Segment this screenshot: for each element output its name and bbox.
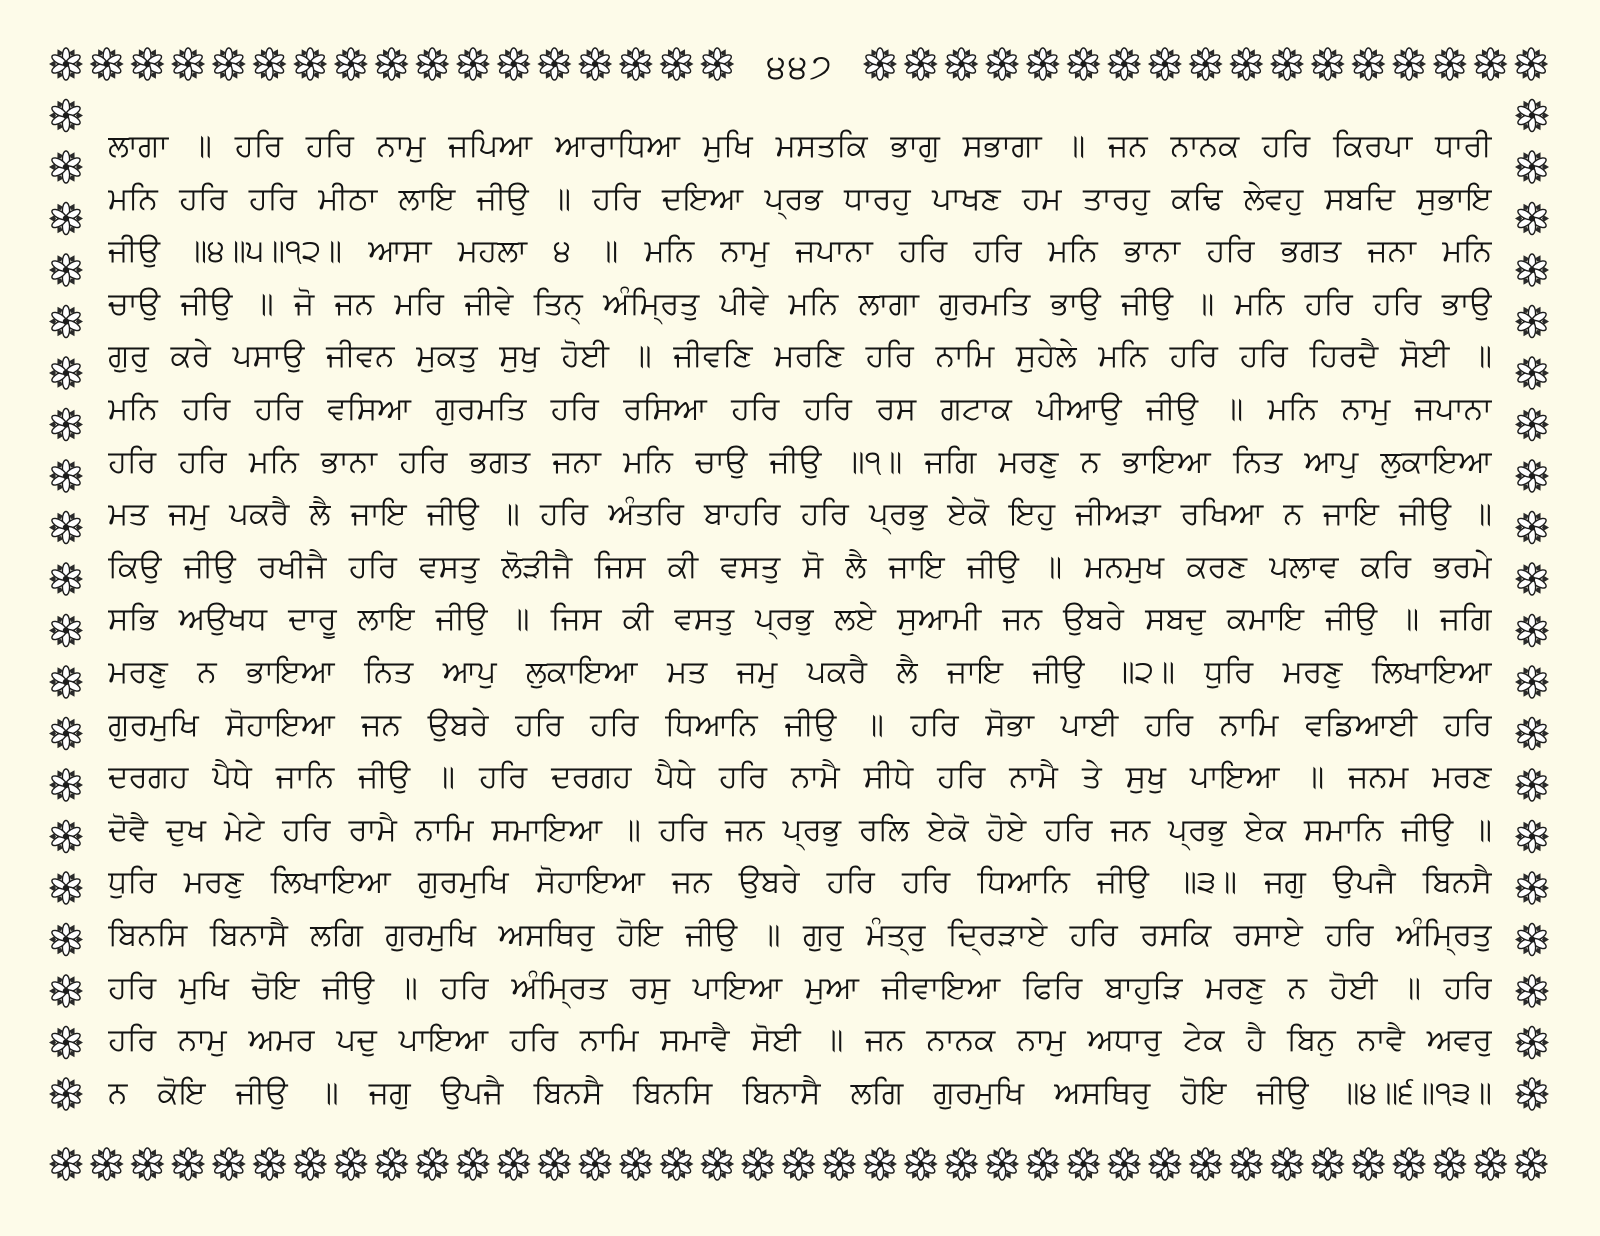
flower-icon [49,666,83,698]
flower-icon [1515,460,1549,492]
flower-icon [49,408,83,440]
flower-icon [130,48,164,80]
flower-icon [1229,48,1263,80]
flower-icon [1515,666,1549,698]
flower-icon [1067,48,1101,80]
flower-icon [1433,48,1467,80]
text-line: ਦਰਗਹ ਪੈਧੇ ਜਾਨਿ ਜੀਉ ॥ ਹਰਿ ਦਰਗਹ ਪੈਧੇ ਹਰਿ ਨਾਮੈ ਸੀਧੇ ਹਰਿ ਨਾਮੈ ਤੇ ਸੁਖੁ ਪਾਇਆ ॥ ਜਨਮ ਮਰਣ [108,759,1492,796]
text-line: ਸਭਿ ਅਉਖਧ ਦਾਰੂ ਲਾਇ ਜੀਉ ॥ ਜਿਸ ਕੀ ਵਸਤੁ ਪ੍ਰਭੁ ਲਏ ਸੁਆਮੀ ਜਨ ਉਬਰੇ ਸਬਦੁ ਕਮਾਇ ਜੀਉ ॥ ਜਗਿ [108,601,1492,638]
flower-icon [49,872,83,904]
flower-icon [1351,1148,1385,1180]
flower-icon [415,48,449,80]
flower-icon [1515,975,1549,1007]
flower-icon [49,99,83,131]
text-line: ਹਰਿ ਹਰਿ ਮਨਿ ਭਾਨਾ ਹਰਿ ਭਗਤ ਜਨਾ ਮਨਿ ਚਾਉ ਜੀਉ ॥੧॥ ਜਗਿ ਮਰਣੁ ਨ ਭਾਇਆ ਨਿਤ ਆਪੁ ਲੁਕਾਇਆ [108,443,1492,480]
flower-icon [375,1148,409,1180]
text-line: ਚਾਉ ਜੀਉ ॥ ਜੋ ਜਨ ਮਰਿ ਜੀਵੇ ਤਿਨ੍ ਅੰਮ੍ਰਿਤੁ ਪੀਵੇ ਮਨਿ ਲਾਗਾ ਗੁਰਮਤਿ ਭਾਉ ਜੀਉ ॥ ਮਨਿ ਹਰਿ ਹਰਿ ਭਾਉ [108,285,1492,322]
flower-icon [1189,1148,1223,1180]
flower-icon [49,511,83,543]
scripture-text [108,120,1492,1120]
flower-icon [1026,1148,1060,1180]
text-line: ਗੁਰਮੁਖਿ ਸੋਹਾਇਆ ਜਨ ਉਬਰੇ ਹਰਿ ਹਰਿ ਧਿਆਨਿ ਜੀਉ ॥ ਹਰਿ ਸੋਭਾ ਪਾਈ ਹਰਿ ਨਾਮਿ ਵਡਿਆਈ ਹਰਿ [108,706,1492,743]
flower-icon [578,48,612,80]
flower-icon [49,151,83,183]
flower-icon [49,923,83,955]
flower-icon [1107,1148,1141,1180]
flower-icon [660,48,694,80]
flower-icon [497,48,531,80]
flower-icon [1514,48,1548,80]
flower-icon [1515,820,1549,852]
flower-icon [619,1148,653,1180]
flower-icon [49,1148,83,1180]
flower-icon [1515,202,1549,234]
flower-icon [1515,769,1549,801]
flower-icon [863,48,897,80]
text-line: ਮਤ ਜਮੁ ਪਕਰੈ ਲੈ ਜਾਇ ਜੀਉ ॥ ਹਰਿ ਅੰਤਰਿ ਬਾਹਰਿ ਹਰਿ ਪ੍ਰਭੁ ਏਕੋ ਇਹੁ ਜੀਅੜਾ ਰਖਿਆ ਨ ਜਾਇ ਜੀਉ ॥ [108,496,1492,533]
flower-icon [49,975,83,1007]
flower-icon [1392,1148,1426,1180]
flower-icon [334,1148,368,1180]
flower-icon [1311,1148,1345,1180]
flower-icon [49,460,83,492]
text-line: ਮਰਣੁ ਨ ਭਾਇਆ ਨਿਤ ਆਪੁ ਲੁਕਾਇਆ ਮਤ ਜਮੁ ਪਕਰੈ ਲੈ ਜਾਇ ਜੀਉ ॥੨॥ ਧੁਰਿ ਮਰਣੁ ਲਿਖਾਇਆ [108,653,1492,690]
flower-icon [904,48,938,80]
flower-icon [1067,1148,1101,1180]
flower-icon [1515,872,1549,904]
flower-icon [49,202,83,234]
flower-icon [1433,1148,1467,1180]
flower-icon [822,1148,856,1180]
flower-icon [985,48,1019,80]
flower-icon [863,1148,897,1180]
flower-icon [375,48,409,80]
flower-icon [212,48,246,80]
flower-icon [130,1148,164,1180]
flower-icon [944,48,978,80]
flower-icon [700,48,734,80]
flower-icon [619,48,653,80]
flower-icon [1351,48,1385,80]
flower-icon [782,1148,816,1180]
flower-icon [1026,48,1060,80]
flower-icon [49,1026,83,1058]
flower-icon [456,1148,490,1180]
flower-icon [985,1148,1019,1180]
flower-icon [171,48,205,80]
flower-icon [700,1148,734,1180]
flower-icon [49,769,83,801]
flower-icon [1515,305,1549,337]
flower-icon [944,1148,978,1180]
flower-icon [1311,48,1345,80]
flower-icon [1515,99,1549,131]
flower-icon [212,1148,246,1180]
flower-icon [334,48,368,80]
flower-icon [741,1148,775,1180]
flower-icon [1392,48,1426,80]
text-line: ਹਰਿ ਨਾਮੁ ਅਮਰ ਪਦੁ ਪਾਇਆ ਹਰਿ ਨਾਮਿ ਸਮਾਵੈ ਸੋਈ ॥ ਜਨ ਨਾਨਕ ਨਾਮੁ ਅਧਾਰੁ ਟੇਕ ਹੈ ਬਿਨੁ ਨਾਵੈ ਅਵਰੁ [108,1022,1492,1059]
flower-icon [1515,717,1549,749]
flower-icon [293,1148,327,1180]
flower-icon [49,48,83,80]
text-line: ਬਿਨਸਿ ਬਿਨਾਸੈ ਲਗਿ ਗੁਰਮੁਖਿ ਅਸਥਿਰੁ ਹੋਇ ਜੀਉ ॥ ਗੁਰੁ ਮੰਤ੍ਰੁ ਦ੍ਰਿੜਾਏ ਹਰਿ ਰਸਕਿ ਰਸਾਏ ਹਰਿ ਅੰਮ੍ਰਿਤੁ [108,916,1492,953]
flower-icon [90,48,124,80]
flower-icon [1148,1148,1182,1180]
flower-icon [660,1148,694,1180]
flower-icon [1229,1148,1263,1180]
flower-icon [456,48,490,80]
flower-icon [1515,563,1549,595]
flower-icon [293,48,327,80]
flower-icon [1189,48,1223,80]
flower-icon [49,820,83,852]
flower-icon [1270,48,1304,80]
text-line: ਕਿਉ ਜੀਉ ਰਖੀਜੈ ਹਰਿ ਵਸਤੁ ਲੋੜੀਜੈ ਜਿਸ ਕੀ ਵਸਤੁ ਸੋ ਲੈ ਜਾਇ ਜੀਉ ॥ ਮਨਮੁਖ ਕਰਣ ਪਲਾਵ ਕਰਿ ਭਰਮੇ [108,548,1492,585]
text-line: ਹਰਿ ਮੁਖਿ ਚੋਇ ਜੀਉ ॥ ਹਰਿ ਅੰਮ੍ਰਿਤ ਰਸੁ ਪਾਇਆ ਮੁਆ ਜੀਵਾਇਆ ਫਿਰਿ ਬਾਹੁੜਿ ਮਰਣੁ ਨ ਹੋਈ ॥ ਹਰਿ [108,969,1492,1006]
flower-icon [253,1148,287,1180]
flower-icon [253,48,287,80]
flower-icon [1270,1148,1304,1180]
text-line: ਨ ਕੋਇ ਜੀਉ ॥ ਜਗੁ ਉਪਜੈ ਬਿਨਸੈ ਬਿਨਸਿ ਬਿਨਾਸੈ ਲਗਿ ਗੁਰਮੁਖਿ ਅਸਥਿਰੁ ਹੋਇ ਜੀਉ ॥੪॥੬॥੧੩॥ [108,1074,1492,1111]
flower-icon [1515,254,1549,286]
flower-icon [537,1148,571,1180]
flower-icon [1514,1148,1548,1180]
text-line: ਜੀਉ ॥੪॥੫॥੧੨॥ ਆਸਾ ਮਹਲਾ ੪ ॥ ਮਨਿ ਨਾਮੁ ਜਪਾਨਾ ਹਰਿ ਹਰਿ ਮਨਿ ਭਾਨਾ ਹਰਿ ਭਗਤ ਜਨਾ ਮਨਿ [108,233,1492,270]
flower-icon [537,48,571,80]
text-line: ਦੋਵੈ ਦੁਖ ਮੇਟੇ ਹਰਿ ਰਾਮੈ ਨਾਮਿ ਸਮਾਇਆ ॥ ਹਰਿ ਜਨ ਪ੍ਰਭੁ ਰਲਿ ਏਕੋ ਹੋਏ ਹਰਿ ਜਨ ਪ੍ਰਭੁ ਏਕ ਸਮਾਨਿ ਜੀਉ ॥ [108,811,1492,848]
flower-icon [90,1148,124,1180]
flower-icon [1515,1026,1549,1058]
flower-icon [1515,408,1549,440]
text-line: ਲਾਗਾ ॥ ਹਰਿ ਹਰਿ ਨਾਮੁ ਜਪਿਆ ਆਰਾਧਿਆ ਮੁਖਿ ਮਸਤਕਿ ਭਾਗੁ ਸਭਾਗਾ ॥ ਜਨ ਨਾਨਕ ਹਰਿ ਕਿਰਪਾ ਧਾਰੀ [108,128,1492,164]
flower-icon [49,717,83,749]
text-line: ਮਨਿ ਹਰਿ ਹਰਿ ਮੀਠਾ ਲਾਇ ਜੀਉ ॥ ਹਰਿ ਦਇਆ ਪ੍ਰਭ ਧਾਰਹੁ ਪਾਖਣ ਹਮ ਤਾਰਹੁ ਕਢਿ ਲੇਵਹੁ ਸਬਦਿ ਸੁਭਾਇ [108,180,1492,217]
flower-icon [49,305,83,337]
flower-icon [1515,923,1549,955]
flower-icon [1474,48,1508,80]
flower-icon [1515,151,1549,183]
flower-icon [49,1078,83,1110]
flower-icon [1515,357,1549,389]
flower-icon [1107,48,1141,80]
flower-icon [415,1148,449,1180]
flower-icon [497,1148,531,1180]
flower-icon [49,563,83,595]
flower-icon [904,1148,938,1180]
flower-icon [1148,48,1182,80]
flower-icon [1474,1148,1508,1180]
flower-icon [1515,511,1549,543]
page-number: ੪੪੭ [740,42,860,92]
flower-icon [49,614,83,646]
flower-icon [49,357,83,389]
flower-icon [49,254,83,286]
text-line: ਧੁਰਿ ਮਰਣੁ ਲਿਖਾਇਆ ਗੁਰਮੁਖਿ ਸੋਹਾਇਆ ਜਨ ਉਬਰੇ ਹਰਿ ਹਰਿ ਧਿਆਨਿ ਜੀਉ ॥੩॥ ਜਗੁ ਉਪਜੈ ਬਿਨਸੈ [108,864,1492,901]
flower-icon [1515,1078,1549,1110]
text-line: ਗੁਰੁ ਕਰੇ ਪਸਾਉ ਜੀਵਨ ਮੁਕਤੁ ਸੁਖੁ ਹੋਈ ॥ ਜੀਵਣਿ ਮਰਣਿ ਹਰਿ ਨਾਮਿ ਸੁਹੇਲੇ ਮਨਿ ਹਰਿ ਹਰਿ ਹਿਰਦੈ ਸੋਈ ॥ [108,338,1492,375]
text-line: ਮਨਿ ਹਰਿ ਹਰਿ ਵਸਿਆ ਗੁਰਮਤਿ ਹਰਿ ਰਸਿਆ ਹਰਿ ਹਰਿ ਰਸ ਗਟਾਕ ਪੀਆਉ ਜੀਉ ॥ ਮਨਿ ਨਾਮੁ ਜਪਾਨਾ [108,390,1492,427]
flower-icon [578,1148,612,1180]
flower-icon [171,1148,205,1180]
flower-icon [1515,614,1549,646]
